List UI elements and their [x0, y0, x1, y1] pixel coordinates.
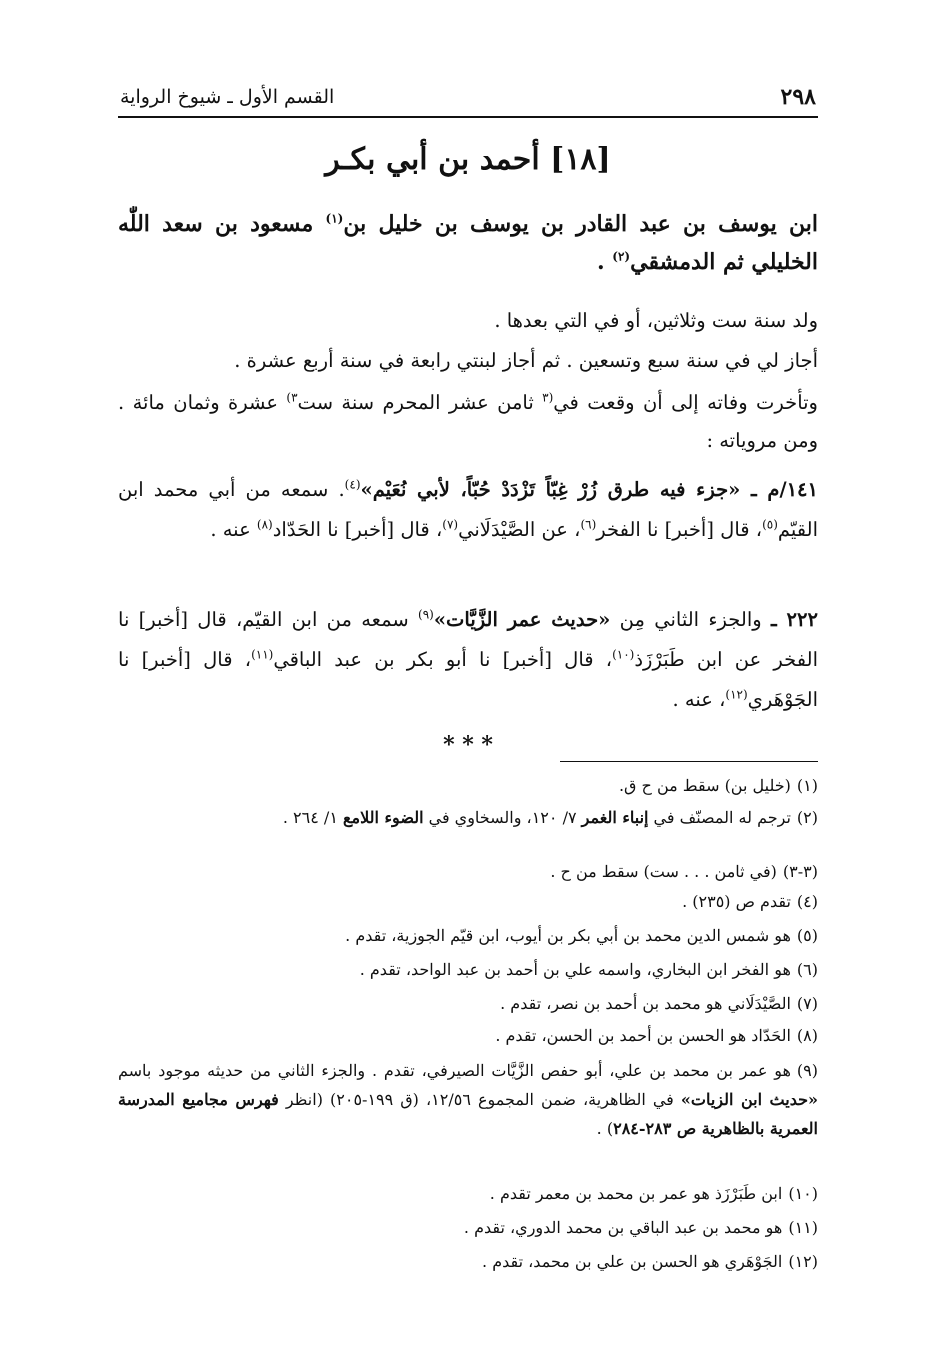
footnote-book-title: فهرس مجاميع المدرسة العمرية بالظاهرية ص ٢٨٣-٢٨٤: [118, 1090, 818, 1138]
footnote-text: الصَّيْدَلَاني هو محمد بن أحمد بن نصر، تقدم .: [500, 994, 791, 1013]
entry-title: [١٨] أحمد بن أبي بكـر: [325, 142, 611, 177]
footnote-ref-2: (٢): [612, 249, 631, 264]
running-header: [118, 82, 818, 118]
footnote-ref-12: (١٢): [725, 687, 748, 702]
item-141-text-b: ، قال [أخبر] نا الفخر: [596, 518, 763, 541]
footnote-ref-3a: (٣: [542, 390, 554, 405]
item-141-text-c: ، عن الصَّيْدَلَاني: [458, 518, 581, 541]
footnote-book-title: الضوء اللامع: [343, 808, 424, 827]
footnote-11: [118, 1214, 818, 1242]
footnote-number: (٦): [796, 960, 818, 979]
lineage-end: .: [596, 249, 613, 275]
footnote-text: في الظاهرية، ضمن المجموع ١٢/٥٦، (ق ١٩٩-٢٠٥) (انظر: [278, 1090, 681, 1109]
footnote-1: [118, 772, 818, 800]
footnote-ref-7: (٧): [442, 517, 459, 532]
footnote-ref-8: (٨): [256, 517, 273, 532]
item-222-text-e: ، عنه .: [672, 688, 726, 711]
footnote-text: هو شمس الدين محمد بن أبي بكر بن أيوب، ابن قيّم الجوزية، تقدم .: [345, 926, 791, 945]
ijaza-line: [118, 343, 818, 379]
footnote-number: (١١): [788, 1218, 818, 1237]
footnote-text: ابن طَبَرْزَذ هو عمر بن محمد بن معمر تقدم .: [489, 1184, 783, 1203]
footnote-text: تقدم ص (٢٣٥) .: [682, 892, 791, 911]
footnote-ref-9: (٩): [418, 607, 434, 622]
footnote-ref-6: (٦): [580, 517, 597, 532]
footnote-text: (في ثامن . . . ست) سقط من ح .: [550, 862, 777, 881]
footnote-ref-4: (٤): [344, 477, 361, 492]
death-text-2: ثامن عشر المحرم سنة ست: [297, 391, 543, 414]
item-number-141: ١٤١/م ـ: [751, 478, 818, 501]
item-141-text-e: عنه .: [210, 518, 257, 541]
footnote-text: (خليل بن) سقط من ح ق.: [618, 776, 791, 795]
footnote-text: ترجم له المصنّف في: [648, 808, 791, 827]
item-number-222: ٢٢٢ ـ: [770, 608, 818, 631]
item-222-text-c: ، قال [أخبر] نا أبو بكر بن عبد الباقي: [273, 648, 613, 671]
footnote-12: [118, 1248, 818, 1276]
ijaza-text: أجاز لي في سنة سبع وتسعين . ثم أجاز لبنتي رابعة في سنة أربع عشرة .: [234, 349, 818, 372]
footnote-text: هو محمد بن عبد الباقي بن محمد الدوري، تقدم .: [463, 1218, 783, 1237]
footnote-4: [118, 888, 818, 916]
footnote-text: الجَوْهَري هو الحسن بن علي بن محمد، تقدم .: [482, 1252, 783, 1271]
death-text-3: عشرة وثمان مائة . ومن مروياته :: [118, 391, 818, 452]
footnote-number: (٤): [796, 892, 818, 911]
footnote-number: (٥): [796, 926, 818, 945]
section-title: القسم الأول ـ شيوخ الرواية: [120, 86, 335, 108]
item-title-141: «جزء فيه طرق زُرْ غِبّاً تَزْدَدْ حُبّاً، لأبي نُعَيْم»: [360, 478, 751, 501]
birth-text: ولد سنة ست وثلاثين، أو في التي بعدها .: [494, 309, 818, 332]
footnote-book-title: «حديث ابن الزيات»: [680, 1090, 819, 1109]
item-title-222: «حديث عمر الزَّيَّات»: [433, 608, 611, 631]
page-number: ٢٩٨: [780, 84, 816, 110]
footnote-number: (٨): [796, 1026, 818, 1045]
item-222-text-b: سمعه من ابن القيّم، قال [أخبر] نا الفخر عن ابن طَبَرْزَذ: [118, 608, 818, 671]
item-141-text-a: . سمعه من أبي محمد ابن القيّم: [118, 478, 818, 541]
footnote-ref-10: (١٠): [612, 647, 635, 662]
birth-line: [118, 303, 818, 339]
footnote-7: [118, 990, 818, 1018]
footnote-ref-1: (١): [325, 211, 344, 226]
death-text-1: وتأخرت وفاته إلى أن وقعت في: [553, 391, 818, 414]
section-separator: * * *: [443, 732, 493, 758]
footnote-ref-5: (٥): [762, 517, 778, 532]
footnote-number: (١٢): [788, 1252, 818, 1271]
item-141-text-d: ، قال [أخبر] نا الحَدّاد: [272, 518, 443, 541]
lineage-text-1: ابن يوسف بن عبد القادر بن يوسف بن خليل بن: [343, 211, 818, 237]
lineage-text-2: مسعود بن سعد اللّٰه الخليلي ثم الدمشقي: [118, 211, 818, 275]
footnote-number: (١): [796, 776, 818, 795]
item-222-text-d: ، قال [أخبر] نا الجَوْهَري: [118, 648, 818, 711]
footnote-10: [118, 1180, 818, 1208]
footnote-text: الحَدّاد هو الحسن بن أحمد بن الحسن، تقدم .: [495, 1026, 791, 1045]
footnote-text: هو الفخر ابن البخاري، واسمه علي بن أحمد بن عبد الواحد، تقدم .: [359, 960, 791, 979]
item-222-text-a: والجزء الثاني مِن: [610, 608, 771, 631]
footnote-number: (١٠): [788, 1184, 818, 1203]
footnote-number: (٣-٣): [782, 862, 818, 881]
footnote-text: هو عمر بن محمد بن علي، أبو حفص الزَّيَّات الصيرفي، تقدم . والجزء الثاني من حديثه موجود باسم: [118, 1061, 791, 1080]
narration-item-141: [118, 470, 818, 550]
death-paragraph: [118, 384, 818, 460]
footnote-rule: [560, 761, 818, 762]
footnote-text: ١/ ٢٦٤ .: [282, 808, 343, 827]
footnote-text: ٧/ ١٢٠، والسخاوي في: [423, 808, 582, 827]
footnote-ref-3b: ٣): [286, 390, 298, 405]
footnote-number: (٢): [796, 808, 818, 827]
footnote-text: ) .: [596, 1119, 614, 1138]
footnote-6: [118, 956, 818, 984]
footnote-2: [118, 804, 818, 832]
footnote-3: [118, 858, 818, 886]
footnote-8: [118, 1022, 818, 1050]
footnote-number: (٧): [796, 994, 818, 1013]
narration-item-222: [118, 600, 818, 720]
footnote-ref-11: (١١): [251, 647, 274, 662]
lineage-paragraph: [118, 205, 818, 281]
footnote-number: (٩): [796, 1061, 818, 1080]
footnote-book-title: إنباء الغمر: [581, 808, 649, 827]
footnote-9: [118, 1056, 818, 1143]
footnote-5: [118, 922, 818, 950]
